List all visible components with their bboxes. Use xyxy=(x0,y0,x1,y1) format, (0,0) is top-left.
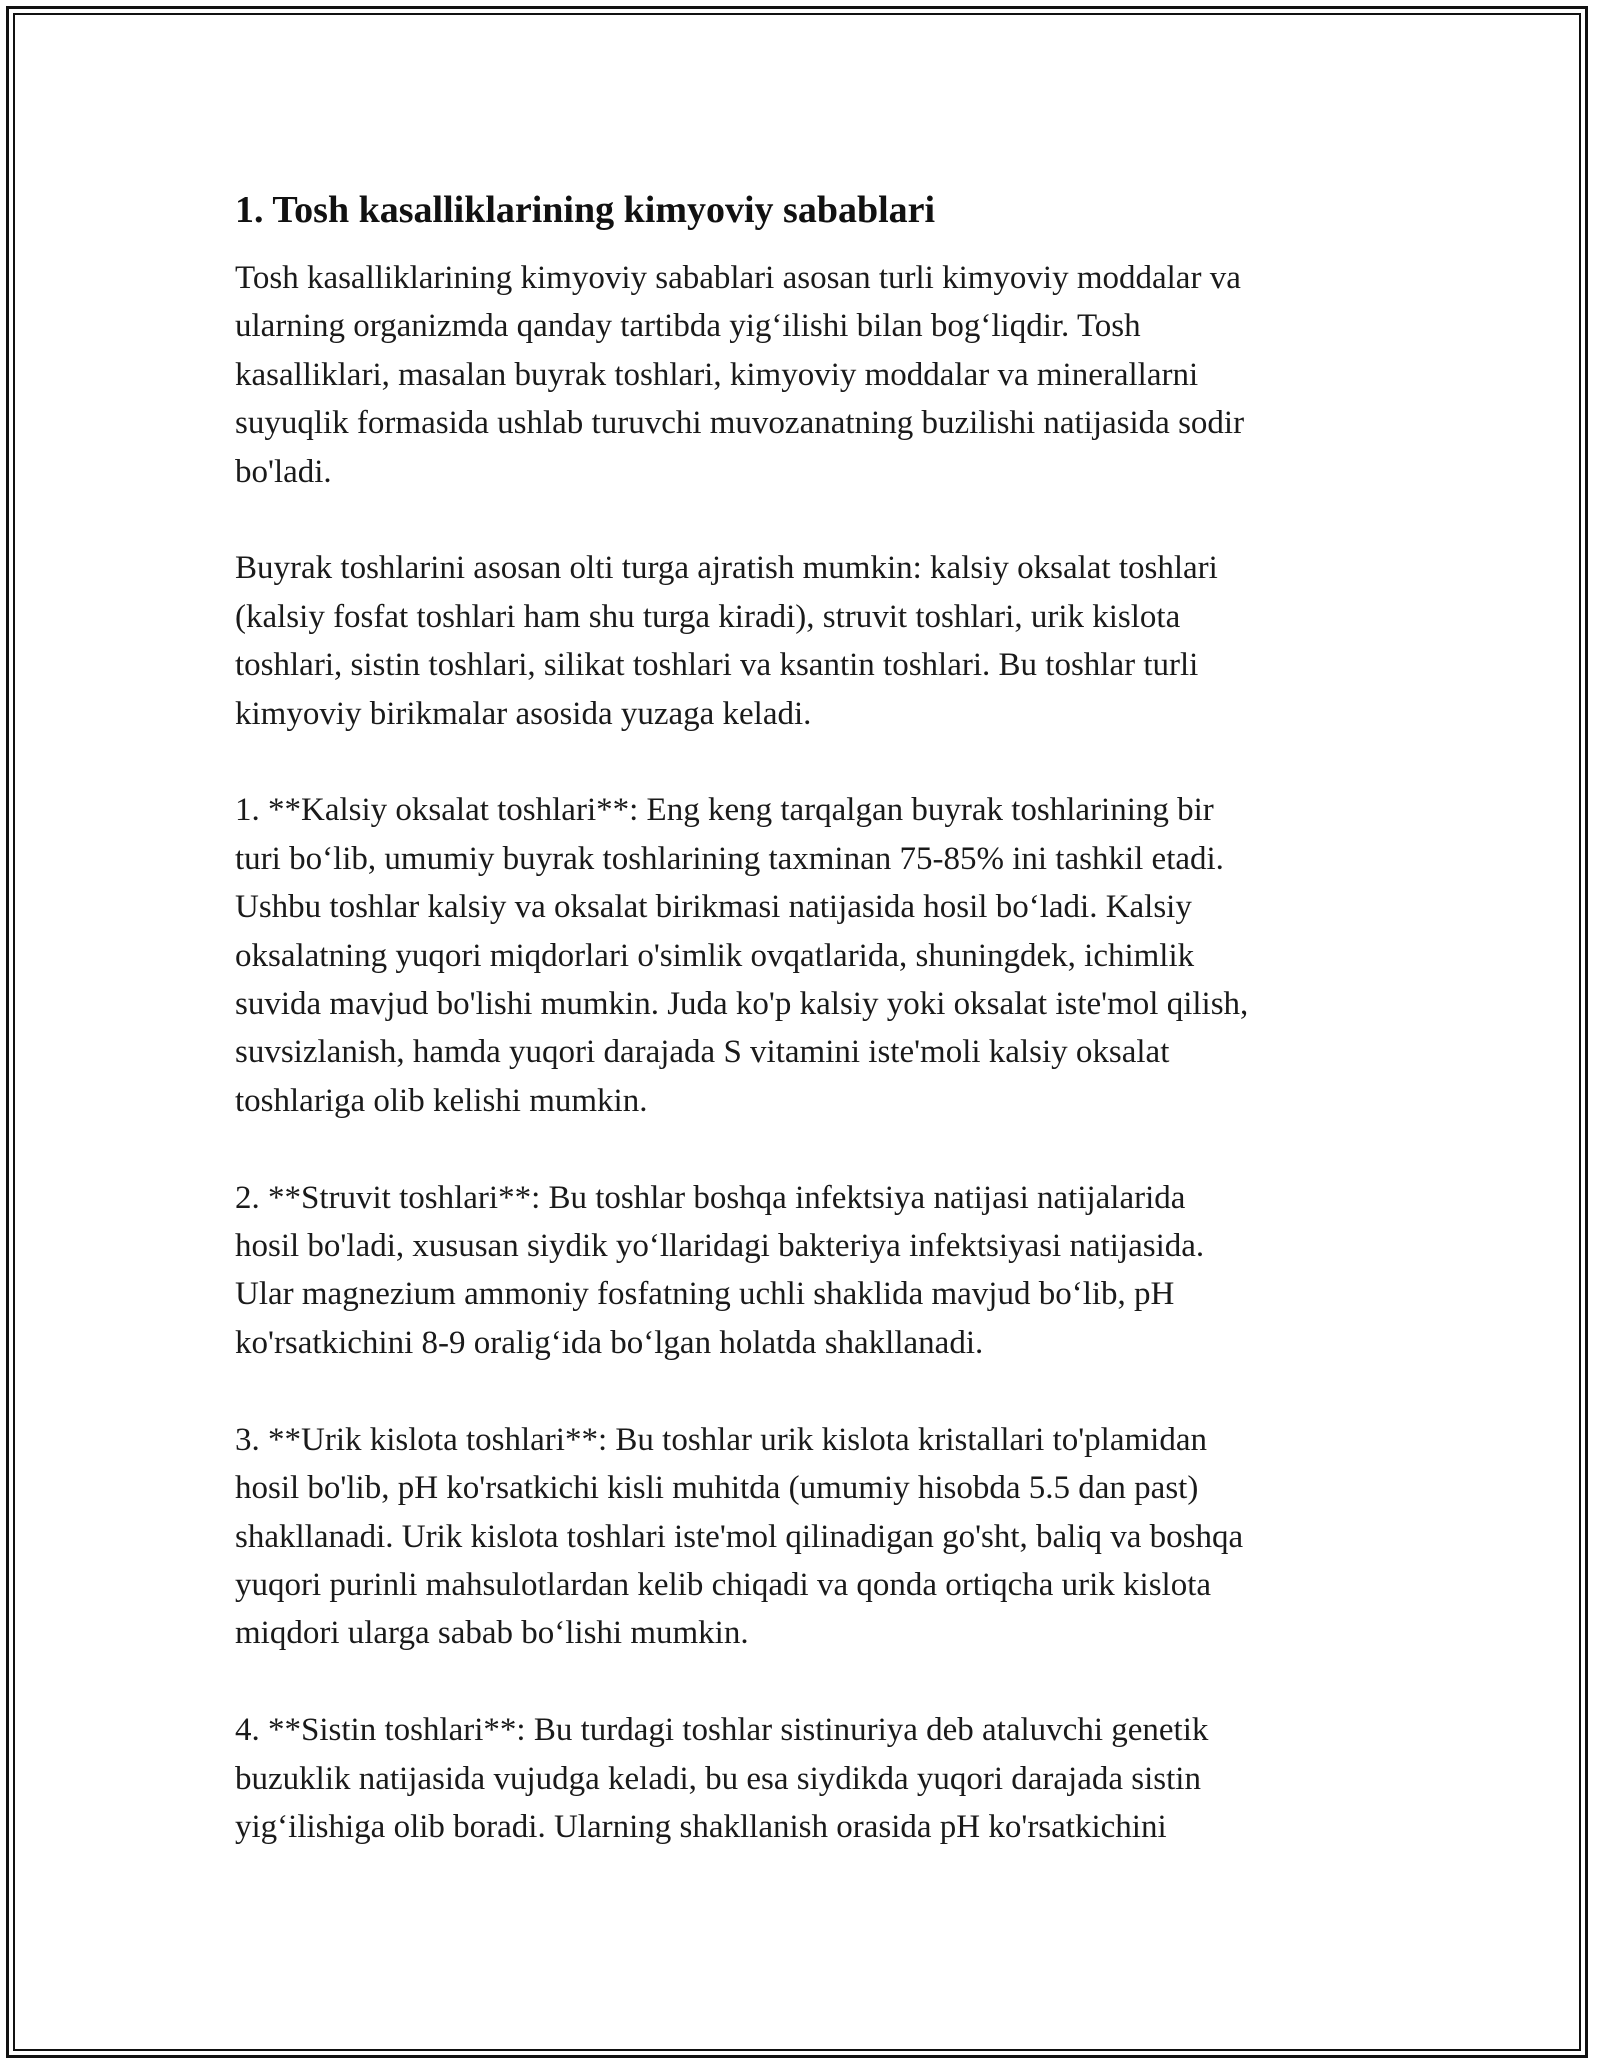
text-line: suyuqlik formasida ushlab turuvchi muvozanatning buzilishi natijasida sodir xyxy=(235,405,1245,442)
text-line: oksalatning yuqori miqdorlari o'simlik ovqatlarida, shuningdek, ichimlik xyxy=(235,937,1195,974)
text-line: ko'rsatkichini 8-9 oralig‘ida bo‘lgan holatda shakllanadi. xyxy=(235,1324,984,1361)
text-line: Tosh kasalliklarining kimyoviy sabablari asosan turli kimyoviy moddalar va xyxy=(235,260,1241,296)
paragraph-struvite xyxy=(235,1174,1385,1368)
text-line: 3. **Urik kislota toshlari**: Bu toshlar urik kislota kristallari to'plamidan xyxy=(235,1421,1207,1458)
text-line: buzuklik natijasida vujudga keladi, bu esa siydikda yuqori darajada sistin xyxy=(235,1760,1201,1797)
text-line: kimyoviy birikmalar asosida yuzaga keladi. xyxy=(235,695,812,732)
text-line: hosil bo'lib, pH ko'rsatkichi kisli muhitda (umumiy hisobda 5.5 dan past) xyxy=(235,1470,1199,1507)
paragraph-stone-types xyxy=(235,544,1385,738)
text-line: yuqori purinli mahsulotlardan kelib chiqadi va qonda ortiqcha urik kislota xyxy=(235,1566,1212,1603)
text-line: yig‘ilishiga olib boradi. Ularning shakllanish orasida pH ko'rsatkichini xyxy=(235,1808,1167,1845)
text-line: hosil bo'ladi, xususan siydik yo‘llaridagi bakteriya infektsiyasi natijasida. xyxy=(235,1228,1205,1265)
text-line: ularning organizmda qanday tartibda yig‘ilishi bilan bog‘liqdir. Tosh xyxy=(235,308,1141,345)
text-line: Buyrak toshlarini asosan olti turga ajratish mumkin: kalsiy oksalat toshlari xyxy=(235,550,1218,587)
section-heading: 1. Tosh kasalliklarining kimyoviy sabablari xyxy=(235,189,936,231)
text-line: suvida mavjud bo'lishi mumkin. Juda ko'p kalsiy yoki oksalat iste'mol qilish, xyxy=(235,986,1249,1023)
text-line: kasalliklari, masalan buyrak toshlari, kimyoviy moddalar va minerallarni xyxy=(235,356,1199,393)
paragraph-intro xyxy=(235,254,1385,496)
document-body xyxy=(235,186,1385,1900)
text-line: turi bo‘lib, umumiy buyrak toshlarining taxminan 75-85% ini tashkil etadi. xyxy=(235,840,1224,877)
paragraph-cystine xyxy=(235,1706,1385,1851)
text-line: toshlari, sistin toshlari, silikat toshlari va ksantin toshlari. Bu toshlar turli xyxy=(235,647,1199,684)
text-line: suvsizlanish, hamda yuqori darajada S vitamini iste'moli kalsiy oksalat xyxy=(235,1034,1170,1071)
paragraph-calcium-oxalate xyxy=(235,786,1385,1125)
text-line: 2. **Struvit toshlari**: Bu toshlar boshqa infektsiya natijasi natijalarida xyxy=(235,1179,1186,1216)
paragraph-uric-acid xyxy=(235,1416,1385,1658)
text-line: Ular magnezium ammoniy fosfatning uchli shaklida mavjud bo‘lib, pH xyxy=(235,1276,1175,1313)
text-line: 1. **Kalsiy oksalat toshlari**: Eng keng tarqalgan buyrak toshlarining bir xyxy=(235,792,1214,829)
text-line: shakllanadi. Urik kislota toshlari iste'mol qilinadigan go'sht, baliq va boshqa xyxy=(235,1518,1244,1555)
text-line: (kalsiy fosfat toshlari ham shu turga kiradi), struvit toshlari, urik kislota xyxy=(235,598,1181,635)
text-line: bo'ladi. xyxy=(235,453,332,490)
text-line: 4. **Sistin toshlari**: Bu turdagi toshlar sistinuriya deb ataluvchi genetik xyxy=(235,1712,1209,1749)
text-line: Ushbu toshlar kalsiy va oksalat birikmasi natijasida hosil bo‘ladi. Kalsiy xyxy=(235,889,1192,926)
text-line: miqdori ularga sabab bo‘lishi mumkin. xyxy=(235,1615,749,1652)
text-line: toshlariga olib kelishi mumkin. xyxy=(235,1082,648,1119)
